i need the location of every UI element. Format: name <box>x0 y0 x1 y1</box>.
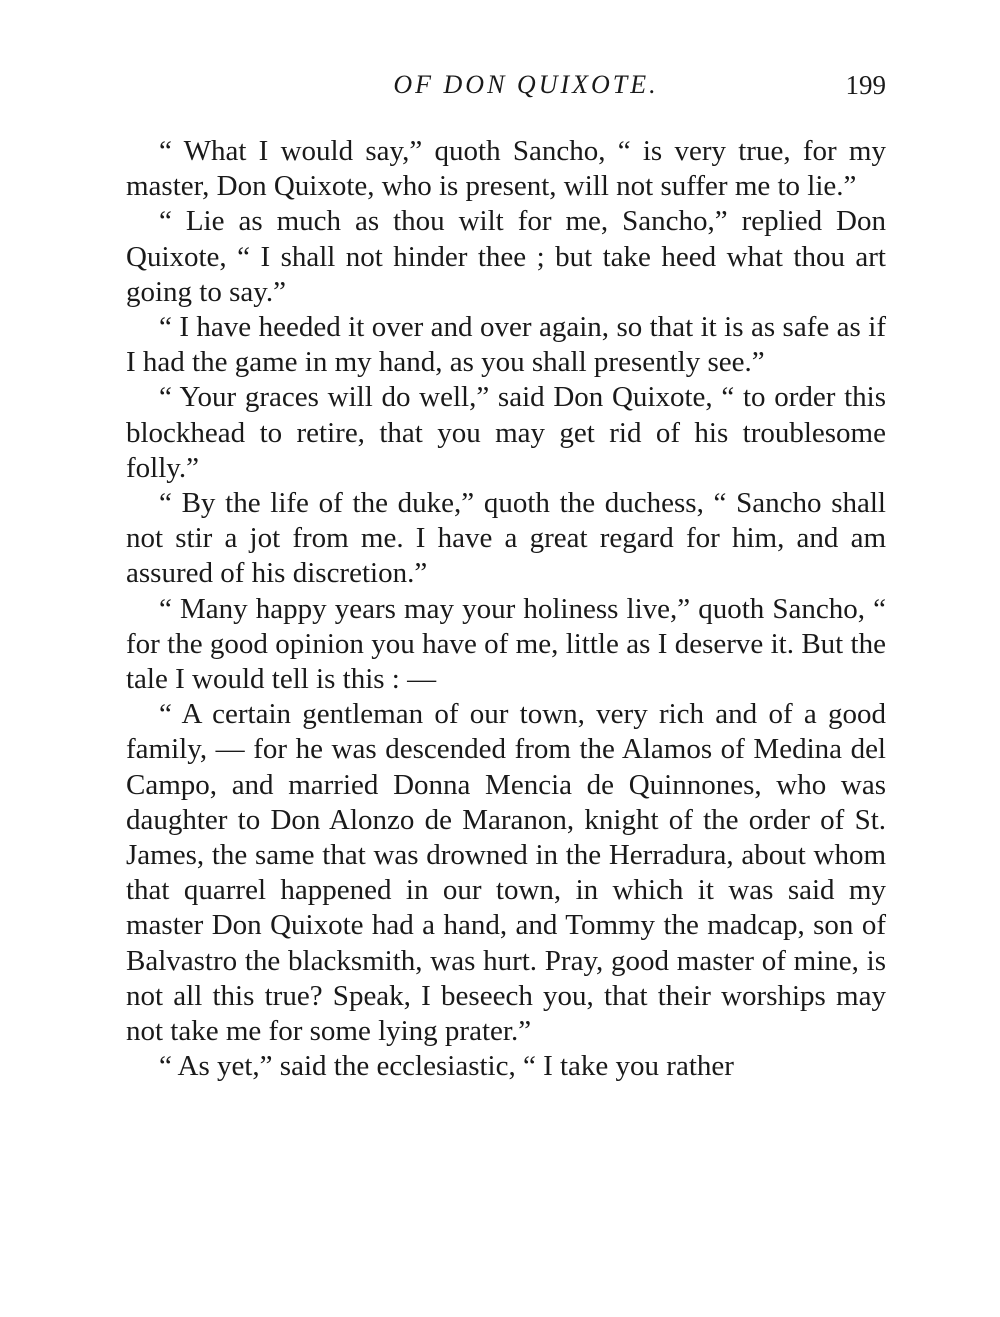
paragraph: “ Your graces will do well,” said Don Quixote, “ to order this blockhead to retire, that you may get rid of his troublesome folly.” <box>126 381 886 484</box>
body-text <box>126 134 886 1084</box>
book-page <box>126 70 886 1084</box>
paragraph: “ I have heeded it over and over again, so that it is as safe as if I had the game in my hand, as you shall presently see.” <box>126 311 886 379</box>
running-title: OF DON QUIXOTE. <box>393 70 659 99</box>
paragraph: “ As yet,” said the ecclesiastic, “ I take you rather <box>159 1050 734 1083</box>
page-number: 199 <box>845 70 886 100</box>
running-head <box>126 70 886 110</box>
paragraph: “ What I would say,” quoth Sancho, “ is very true, for my master, Don Quixote, who is present, will not suffer me to lie.” <box>126 135 886 203</box>
paragraph: “ Lie as much as thou wilt for me, Sancho,” replied Don Quixote, “ I shall not hinder thee ; but take heed what thou art going to say.” <box>126 205 886 308</box>
paragraph: “ Many happy years may your holiness live,” quoth Sancho, “ for the good opinion you have of me, little as I deserve it. But the tale I would tell is this : — <box>126 592 886 696</box>
paragraph: “ By the life of the duke,” quoth the duchess, “ Sancho shall not stir a jot from me. I have a great regard for him, and am assured of his discretion.” <box>126 487 886 590</box>
paragraph: “ A certain gentleman of our town, very rich and of a good family, — for he was descended from the Alamos of Medina del Campo, and married Donna Mencia de Quinnones, who was daughter to Don Alonzo de Maranon, knight of the order of St. James, the same that was drowned in the Herradura, about whom that quarrel happened in our town, in which it was said my master Don Quixote had a hand, and Tommy the madcap, son of Balvastro the blacksmith, was hurt. Pray, good master of mine, is not all this true? Speak, I beseech you, that their worships may not take me for some lying prater.” <box>126 698 886 1048</box>
